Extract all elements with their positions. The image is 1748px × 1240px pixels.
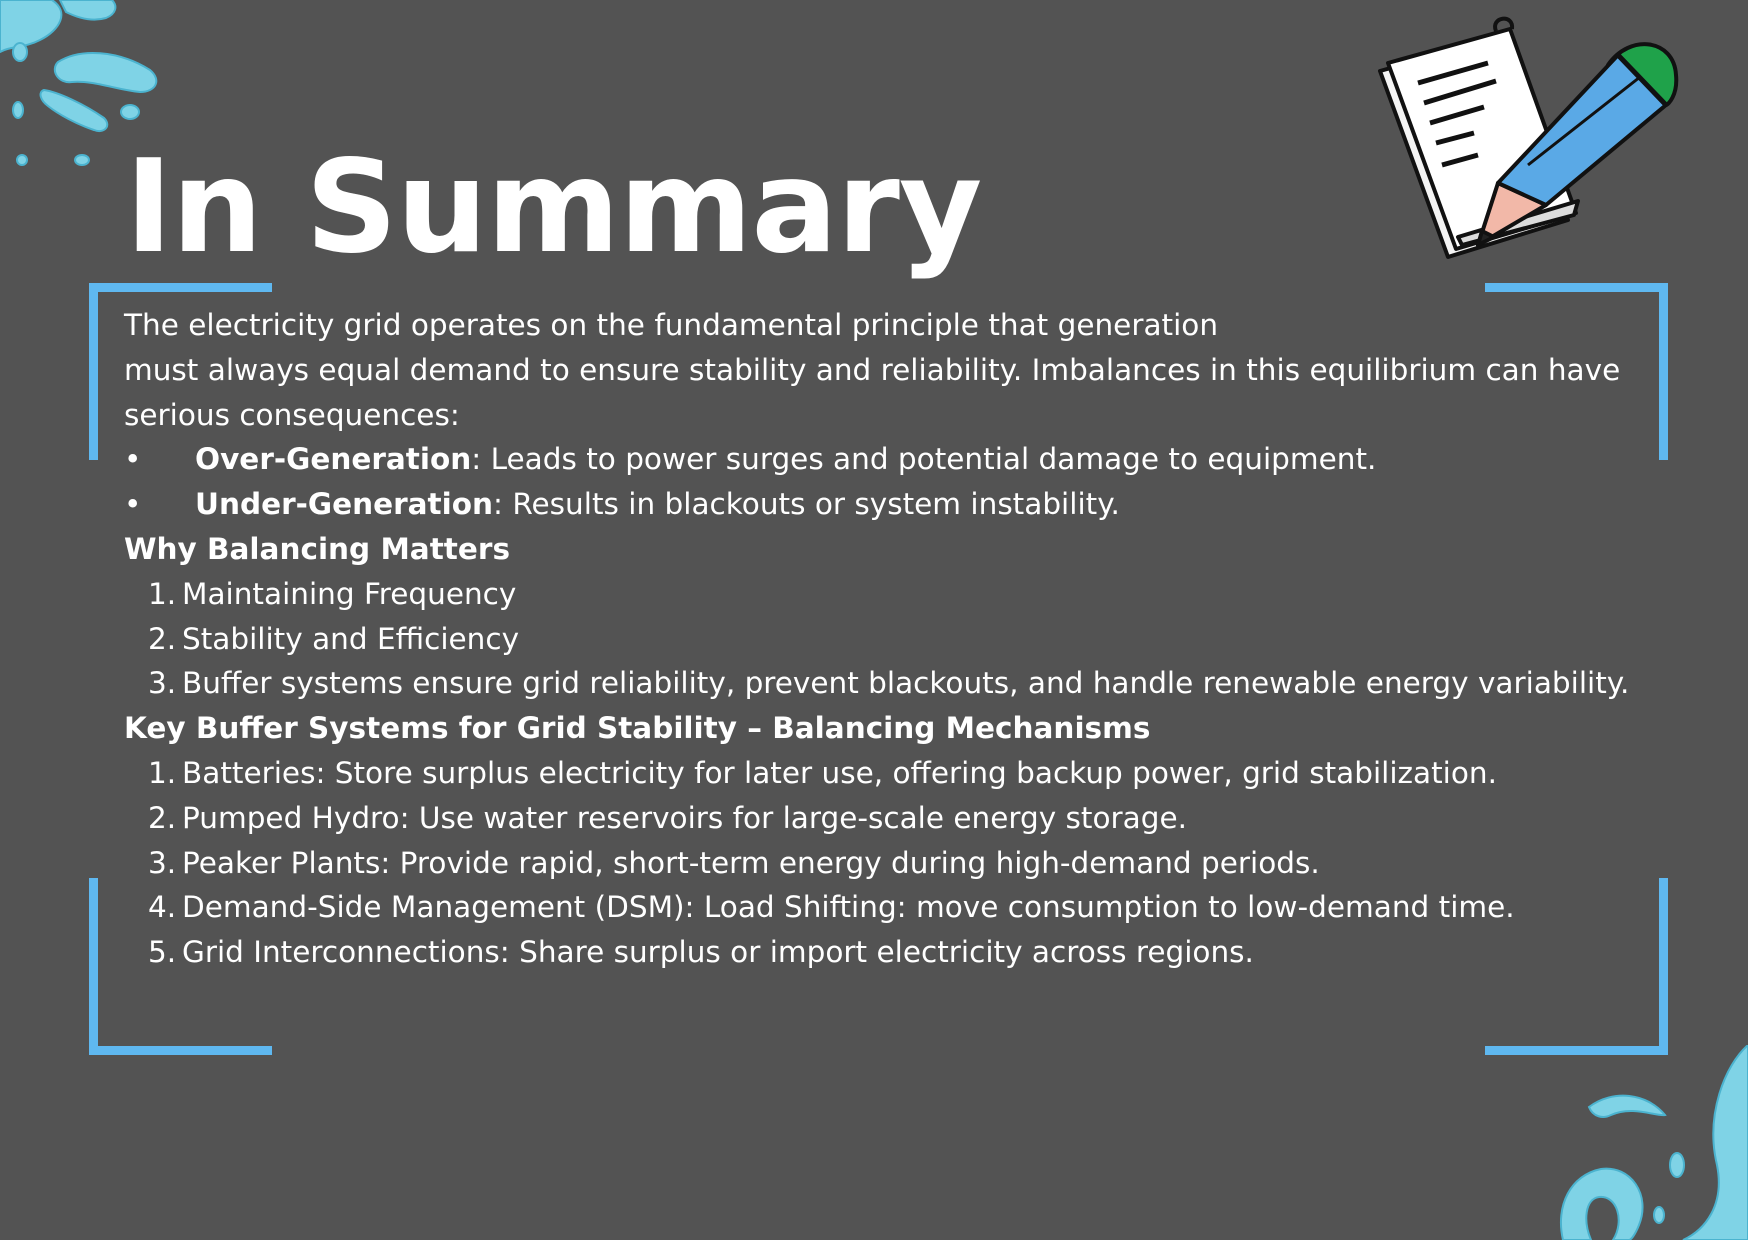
list-item xyxy=(124,751,1644,796)
buffer-systems-list xyxy=(124,751,1644,975)
item-text: Buffer systems ensure grid reliability, prevent blackouts, and handle renewable energy variability. xyxy=(182,666,1630,701)
list-item xyxy=(124,930,1644,975)
why-balancing-list xyxy=(124,572,1644,706)
list-item xyxy=(124,437,1644,482)
bullet-dot: • xyxy=(124,487,142,522)
consequence-desc: : Results in blackouts or system instability. xyxy=(493,487,1120,522)
item-number: 3. xyxy=(148,666,177,701)
summary-content xyxy=(124,303,1644,975)
item-text: Maintaining Frequency xyxy=(182,576,517,611)
consequence-term: Under-Generation xyxy=(195,487,494,522)
list-item xyxy=(124,617,1644,662)
item-text: Pumped Hydro: Use water reservoirs for large-scale energy storage. xyxy=(182,800,1188,835)
item-number: 1. xyxy=(148,576,177,611)
list-item xyxy=(124,796,1644,841)
item-number: 2. xyxy=(148,800,177,835)
consequence-term: Over-Generation xyxy=(195,442,472,477)
list-item xyxy=(124,572,1644,617)
intro-line-1: The electricity grid operates on the fundamental principle that generation xyxy=(124,308,1219,342)
list-item xyxy=(124,482,1644,527)
bullet-dot: • xyxy=(124,442,142,477)
water-splash-bottom-right-icon xyxy=(1555,1045,1748,1240)
list-item xyxy=(124,841,1644,886)
item-number: 2. xyxy=(148,621,177,656)
item-number: 1. xyxy=(148,755,177,790)
list-item xyxy=(124,885,1644,930)
consequence-desc: : Leads to power surges and potential damage to equipment. xyxy=(471,442,1377,477)
item-number: 4. xyxy=(148,890,177,925)
item-number: 5. xyxy=(148,935,177,970)
item-number: 3. xyxy=(148,845,177,880)
intro-paragraph xyxy=(124,303,1644,437)
item-text: Demand-Side Management (DSM): Load Shifting: move consumption to low-demand time. xyxy=(182,890,1515,925)
notepad-pencil-icon xyxy=(1378,15,1680,260)
list-item xyxy=(124,661,1644,706)
item-text: Stability and Efficiency xyxy=(182,621,520,656)
intro-line-2: must always equal demand to ensure stability and reliability. Imbalances in this equilibrium can have serious consequences: xyxy=(124,352,1621,432)
item-text: Peaker Plants: Provide rapid, short-term energy during high-demand periods. xyxy=(182,845,1320,880)
consequences-list xyxy=(124,437,1644,527)
slide-title: In Summary xyxy=(125,133,982,282)
why-balancing-heading: Why Balancing Matters xyxy=(124,531,511,566)
buffer-systems-heading: Key Buffer Systems for Grid Stability – Balancing Mechanisms xyxy=(124,711,1151,746)
item-text: Grid Interconnections: Share surplus or import electricity across regions. xyxy=(182,935,1254,970)
item-text: Batteries: Store surplus electricity for later use, offering backup power, grid stabilization. xyxy=(182,755,1497,790)
